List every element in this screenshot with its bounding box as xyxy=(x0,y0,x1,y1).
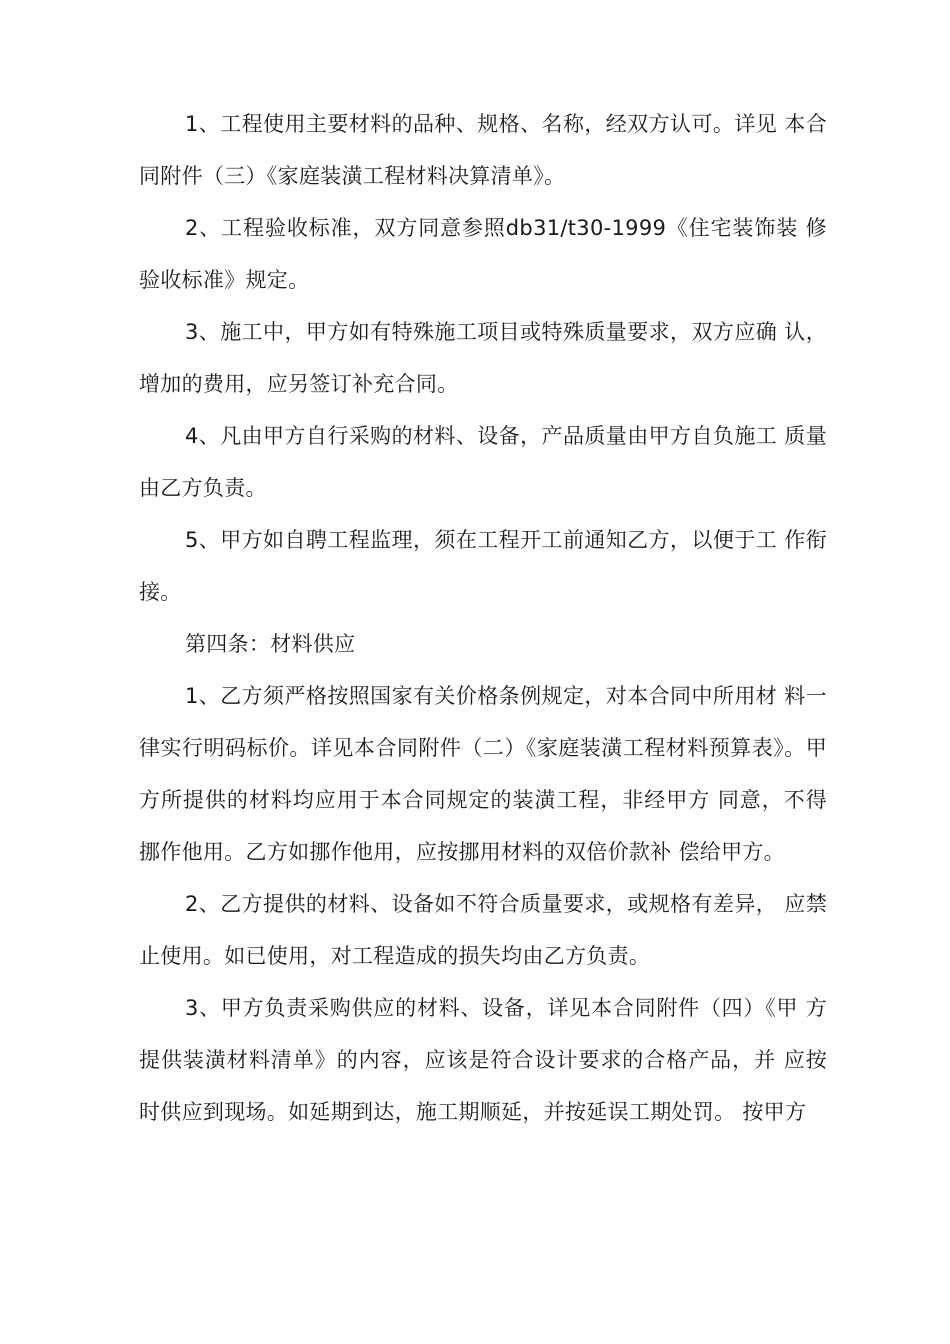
clause-3-item-5: 5、甲方如自聘工程监理，须在工程开工前通知乙方，以便于工 作衔接。 xyxy=(139,528,827,604)
clause-3-item-3: 3、施工中，甲方如有特殊施工项目或特殊质量要求，双方应确 认，增加的费用，应另签订补充合同。 xyxy=(139,320,827,396)
section-heading-article-4: 第四条：材料供应 xyxy=(185,632,356,656)
clause-4-item-3: 3、甲方负责采购供应的材料、设备，详见本合同附件（四）《甲 方提供装潢材料清单》的内容，应该是符合设计要求的合格产品，并 应按时供应到现场。如延期到达，施工期顺延，并按延误工期处罚。 按甲方 xyxy=(139,996,827,1124)
clause-3-item-2: 2、工程验收标准，双方同意参照db31/t30-1999《住宅装饰装 修验收标准》规定。 xyxy=(139,216,827,292)
clause-4-item-2: 2、乙方提供的材料、设备如不符合质量要求，或规格有差异， 应禁止使用。如已使用，对工程造成的损失均由乙方负责。 xyxy=(139,892,827,968)
clause-3-item-1: 1、工程使用主要材料的品种、规格、名称，经双方认可。详见 本合同附件（三）《家庭装潢工程材料决算清单》。 xyxy=(139,112,827,188)
document-body xyxy=(139,98,827,1138)
clause-4-item-1: 1、乙方须严格按照国家有关价格条例规定，对本合同中所用材 料一律实行明码标价。详见本合同附件（二）《家庭装潢工程材料预算表》。甲方所提供的材料均应用于本合同规定的装潢工程，非经甲方 同意，不得挪作他用。乙方如挪作他用，应按挪用材料的双倍价款补 偿给甲方。 xyxy=(139,684,827,864)
clause-3-item-4: 4、凡由甲方自行采购的材料、设备，产品质量由甲方自负施工 质量由乙方负责。 xyxy=(139,424,827,500)
